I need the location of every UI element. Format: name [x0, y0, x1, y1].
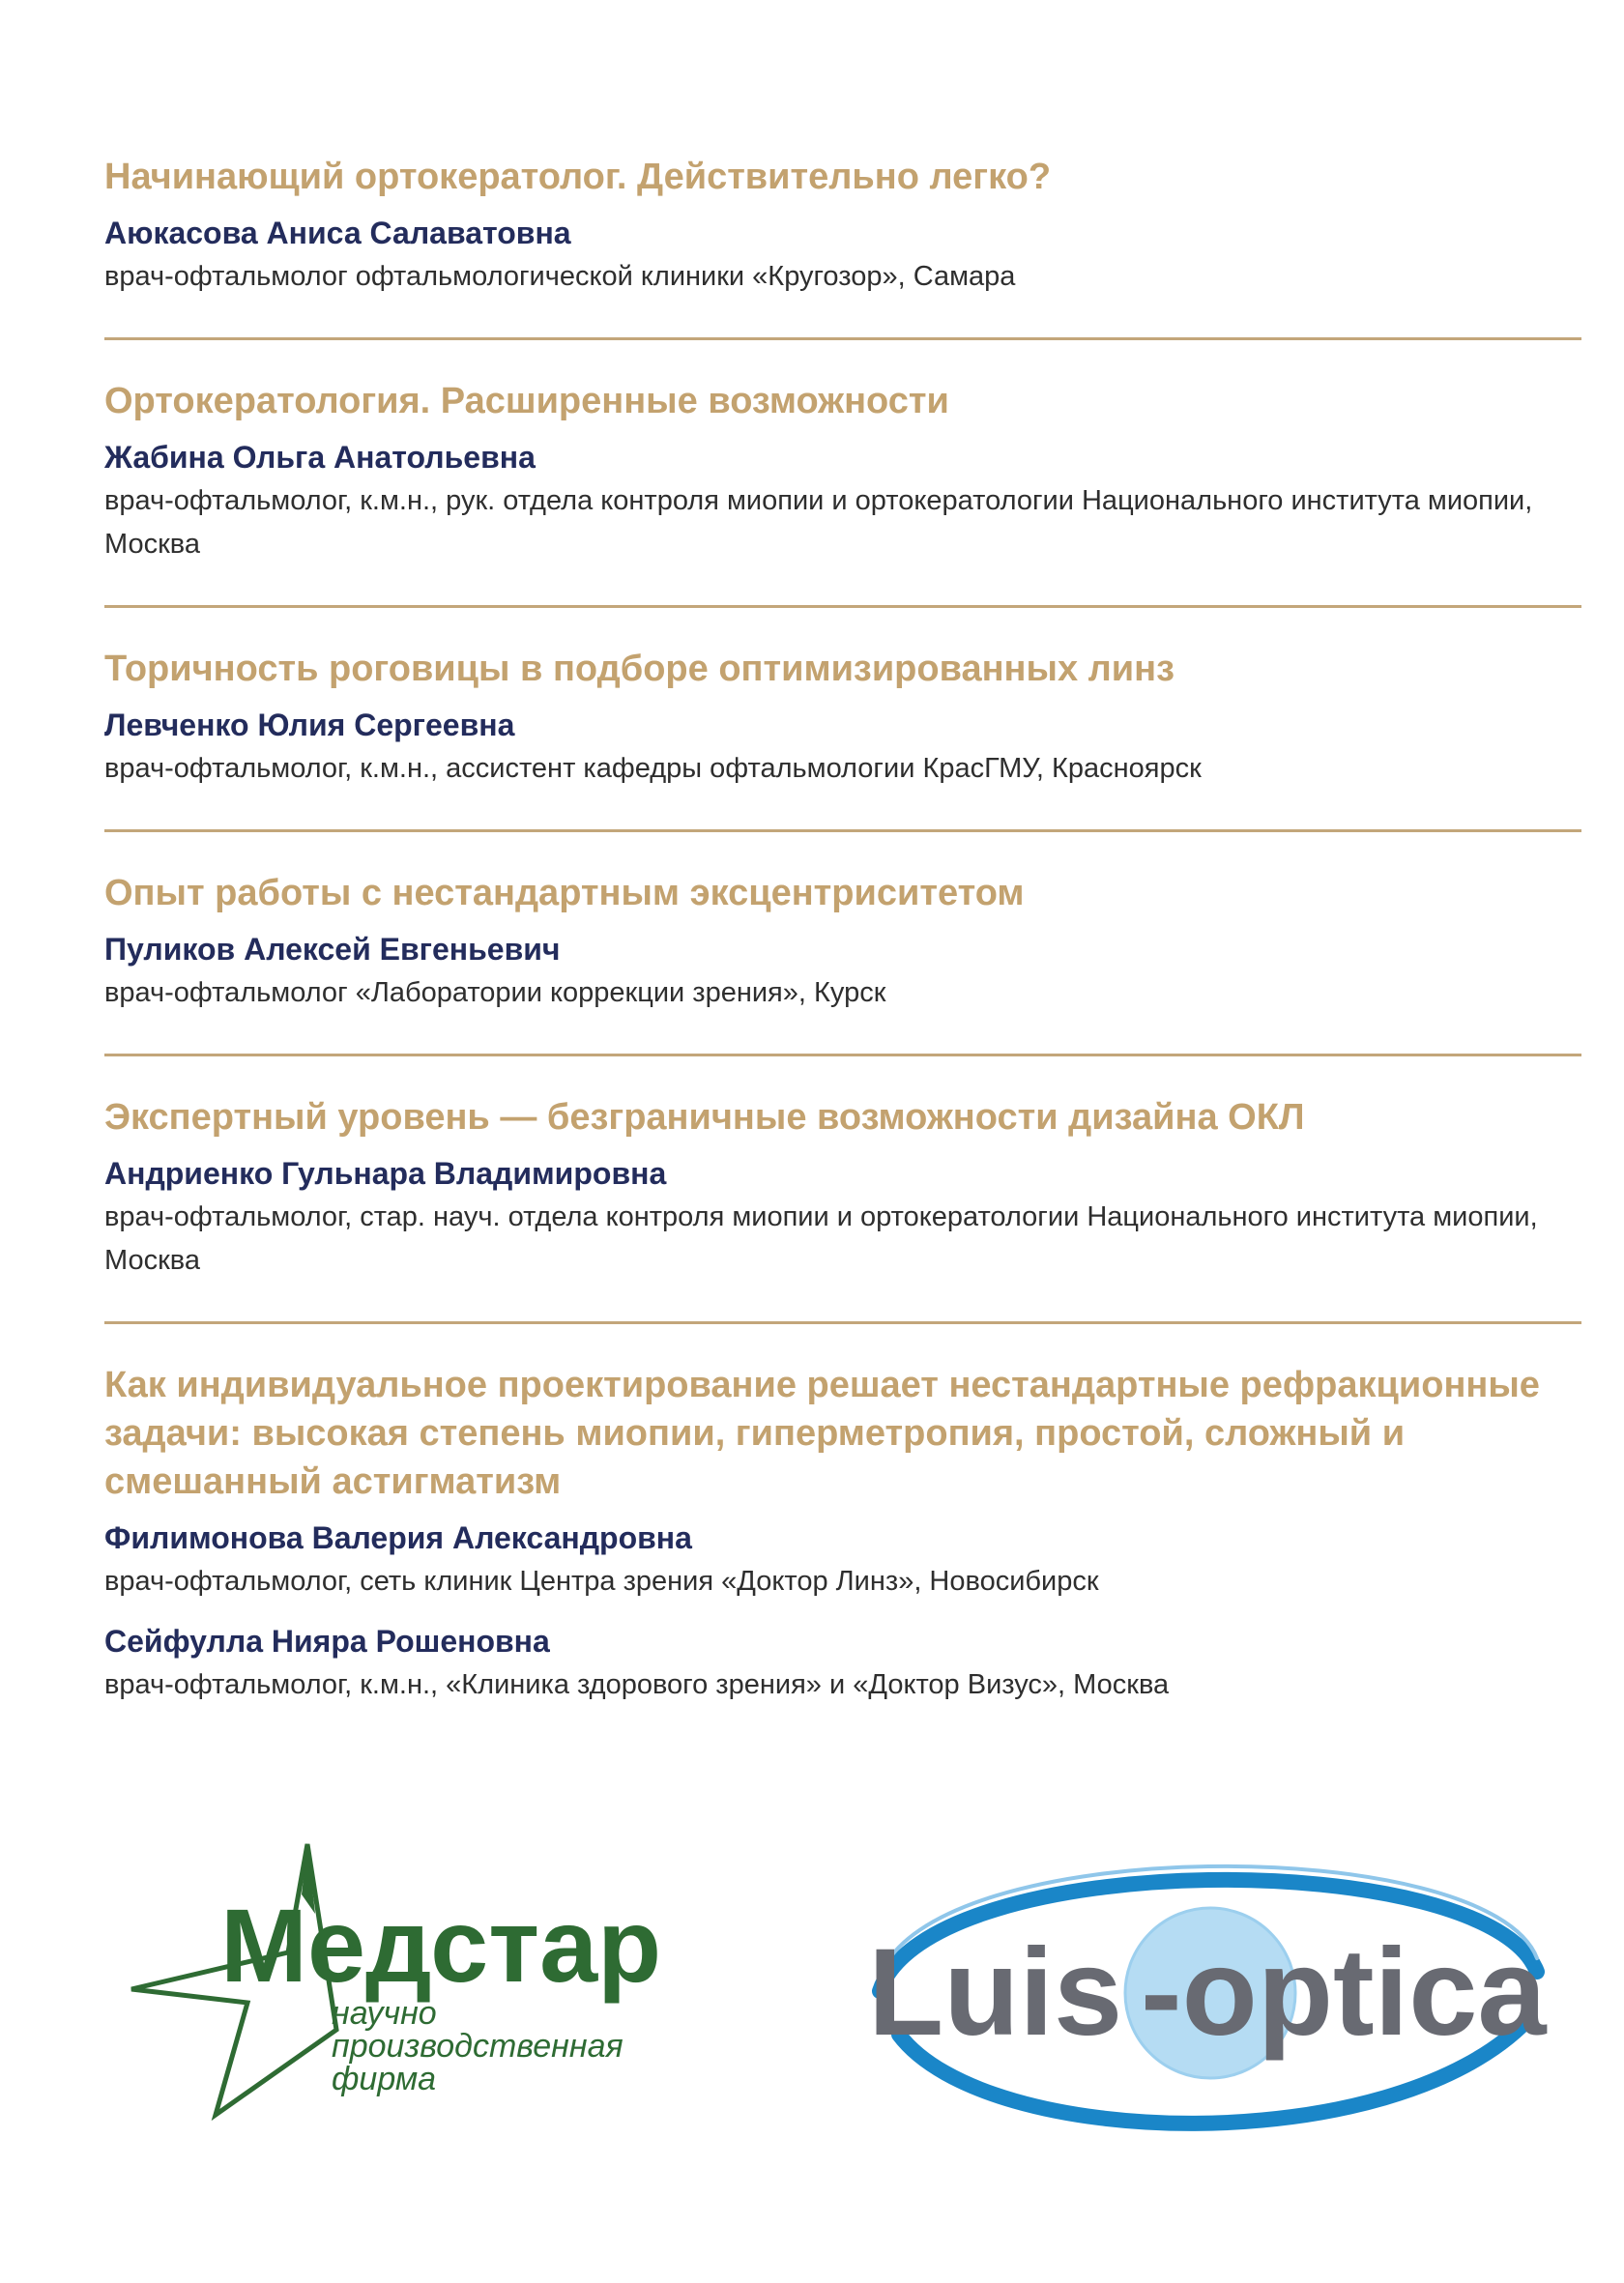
speaker-name: Андриенко Гульнара Владимировна — [104, 1156, 667, 1191]
medstar-line1: научно — [332, 1995, 437, 2032]
speaker — [104, 1619, 1581, 1707]
speaker-name: Аюкасова Аниса Салаватовна — [104, 216, 571, 250]
speaker-role: врач-офтальмолог «Лаборатории коррекции зрения», Курск — [104, 977, 886, 1008]
speaker-name: Жабина Ольга Анатольевна — [104, 440, 536, 475]
session-6 — [104, 1361, 1581, 1746]
speaker-name: Пуликов Алексей Евгеньевич — [104, 932, 561, 967]
session-4 — [104, 869, 1581, 1056]
session-3 — [104, 645, 1581, 832]
speaker-name: Филимонова Валерия Александровна — [104, 1520, 692, 1555]
speaker — [104, 435, 1581, 566]
medstar-logo — [124, 1827, 742, 2136]
session-2 — [104, 377, 1581, 608]
speaker-role: врач-офтальмолог, стар. науч. отдела контроля миопии и ортокератологии Национального института миопии, Москва — [104, 1201, 1538, 1276]
talk-title: Как индивидуальное проектирование решает нестандартные рефракционные задачи: высокая степень миопии, гиперметропия, простой, сложный и смешанный астигматизм — [104, 1365, 1540, 1502]
session-1 — [104, 153, 1581, 340]
speaker — [104, 1516, 1581, 1604]
speaker-role: врач-офтальмолог офтальмологической клиники «Кругозор», Самара — [104, 261, 1016, 292]
medstar-line3: фирма — [332, 2061, 437, 2097]
medstar-name: Медстар — [220, 1887, 662, 2004]
talk-title: Ортокератология. Расширенные возможности — [104, 381, 949, 421]
talk-title: Начинающий ортокератолог. Действительно легко? — [104, 157, 1052, 197]
luis-optica-logo — [851, 1827, 1566, 2146]
luis-text: Luis — [868, 1923, 1123, 2062]
speaker-role: врач-офтальмолог, к.м.н., «Клиника здорового зрения» и «Доктор Визус», Москва — [104, 1669, 1170, 1700]
speaker-name: Левченко Юлия Сергеевна — [104, 708, 515, 742]
medstar-line2: производственная — [332, 2028, 624, 2065]
speaker — [104, 1151, 1581, 1283]
optica-text: -optica — [1141, 1923, 1547, 2062]
speaker-name: Сейфулла Нияра Рошеновна — [104, 1624, 550, 1659]
speaker — [104, 211, 1581, 299]
logos — [0, 1827, 1624, 2175]
speaker — [104, 703, 1581, 791]
speaker-role: врач-офтальмолог, к.м.н., ассистент кафедры офтальмологии КрасГМУ, Красноярск — [104, 753, 1202, 784]
speaker-role: врач-офтальмолог, сеть клиник Центра зрения «Доктор Линз», Новосибирск — [104, 1566, 1099, 1597]
talk-title: Торичность роговицы в подборе оптимизированных линз — [104, 649, 1174, 689]
session-5 — [104, 1093, 1581, 1324]
speaker — [104, 927, 1581, 1015]
talk-title: Экспертный уровень — безграничные возможности дизайна ОКЛ — [104, 1097, 1305, 1138]
talk-title: Опыт работы с нестандартным эксцентриситетом — [104, 873, 1025, 913]
program-list — [104, 153, 1581, 1782]
speaker-role: врач-офтальмолог, к.м.н., рук. отдела контроля миопии и ортокератологии Национального института миопии, Москва — [104, 485, 1533, 560]
